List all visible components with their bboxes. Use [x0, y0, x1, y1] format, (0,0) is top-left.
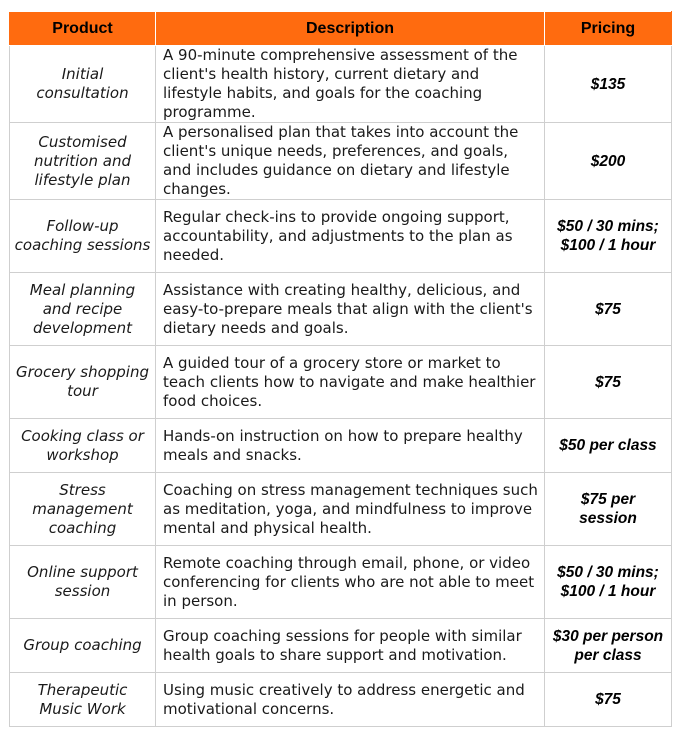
- description-cell: Assistance with creating healthy, delicious, and easy-to-prepare meals that align with the client's dietary needs and goals.: [156, 273, 545, 346]
- description-cell: Group coaching sessions for people with similar health goals to share support and motivation.: [156, 619, 545, 673]
- price-cell: $75 per session: [545, 473, 672, 546]
- description-cell: Coaching on stress management techniques such as meditation, yoga, and mindfulness to improve mental and physical health.: [156, 473, 545, 546]
- price-cell: $50 / 30 mins; $100 / 1 hour: [545, 546, 672, 619]
- table-row: [10, 46, 672, 123]
- table-body: [10, 46, 672, 727]
- table-row: [10, 273, 672, 346]
- table-row: [10, 619, 672, 673]
- table-row: [10, 200, 672, 273]
- price-cell: $30 per person per class: [545, 619, 672, 673]
- product-cell: Group coaching: [10, 619, 156, 673]
- description-cell: A guided tour of a grocery store or market to teach clients how to navigate and make healthier food choices.: [156, 346, 545, 419]
- table-row: [10, 546, 672, 619]
- product-cell: Follow-up coaching sessions: [10, 200, 156, 273]
- table-header: [10, 12, 672, 46]
- price-cell: $75: [545, 273, 672, 346]
- table-row: [10, 346, 672, 419]
- product-cell: Grocery shopping tour: [10, 346, 156, 419]
- table-row: [10, 419, 672, 473]
- price-cell: $50 per class: [545, 419, 672, 473]
- price-cell: $50 / 30 mins; $100 / 1 hour: [545, 200, 672, 273]
- price-cell: $200: [545, 123, 672, 200]
- header-row: [10, 12, 672, 46]
- description-cell: Regular check-ins to provide ongoing support, accountability, and adjustments to the plan as needed.: [156, 200, 545, 273]
- header-description: Description: [156, 12, 545, 46]
- pricing-table: [9, 11, 672, 727]
- product-cell: Initial consultation: [10, 46, 156, 123]
- product-cell: Cooking class or workshop: [10, 419, 156, 473]
- product-cell: Stress management coaching: [10, 473, 156, 546]
- product-cell: Customised nutrition and lifestyle plan: [10, 123, 156, 200]
- price-cell: $75: [545, 346, 672, 419]
- header-product: Product: [10, 12, 156, 46]
- table-row: [10, 473, 672, 546]
- description-cell: Using music creatively to address energetic and motivational concerns.: [156, 673, 545, 727]
- table-row: [10, 673, 672, 727]
- description-cell: Hands-on instruction on how to prepare healthy meals and snacks.: [156, 419, 545, 473]
- price-cell: $75: [545, 673, 672, 727]
- table-row: [10, 123, 672, 200]
- description-cell: A 90-minute comprehensive assessment of the client's health history, current dietary and lifestyle habits, and goals for the coaching programme.: [156, 46, 545, 123]
- product-cell: Online support session: [10, 546, 156, 619]
- description-cell: A personalised plan that takes into account the client's unique needs, preferences, and goals, and includes guidance on dietary and lifestyle changes.: [156, 123, 545, 200]
- description-cell: Remote coaching through email, phone, or video conferencing for clients who are not able to meet in person.: [156, 546, 545, 619]
- product-cell: Meal planning and recipe development: [10, 273, 156, 346]
- price-cell: $135: [545, 46, 672, 123]
- header-pricing: Pricing: [545, 12, 672, 46]
- product-cell: Therapeutic Music Work: [10, 673, 156, 727]
